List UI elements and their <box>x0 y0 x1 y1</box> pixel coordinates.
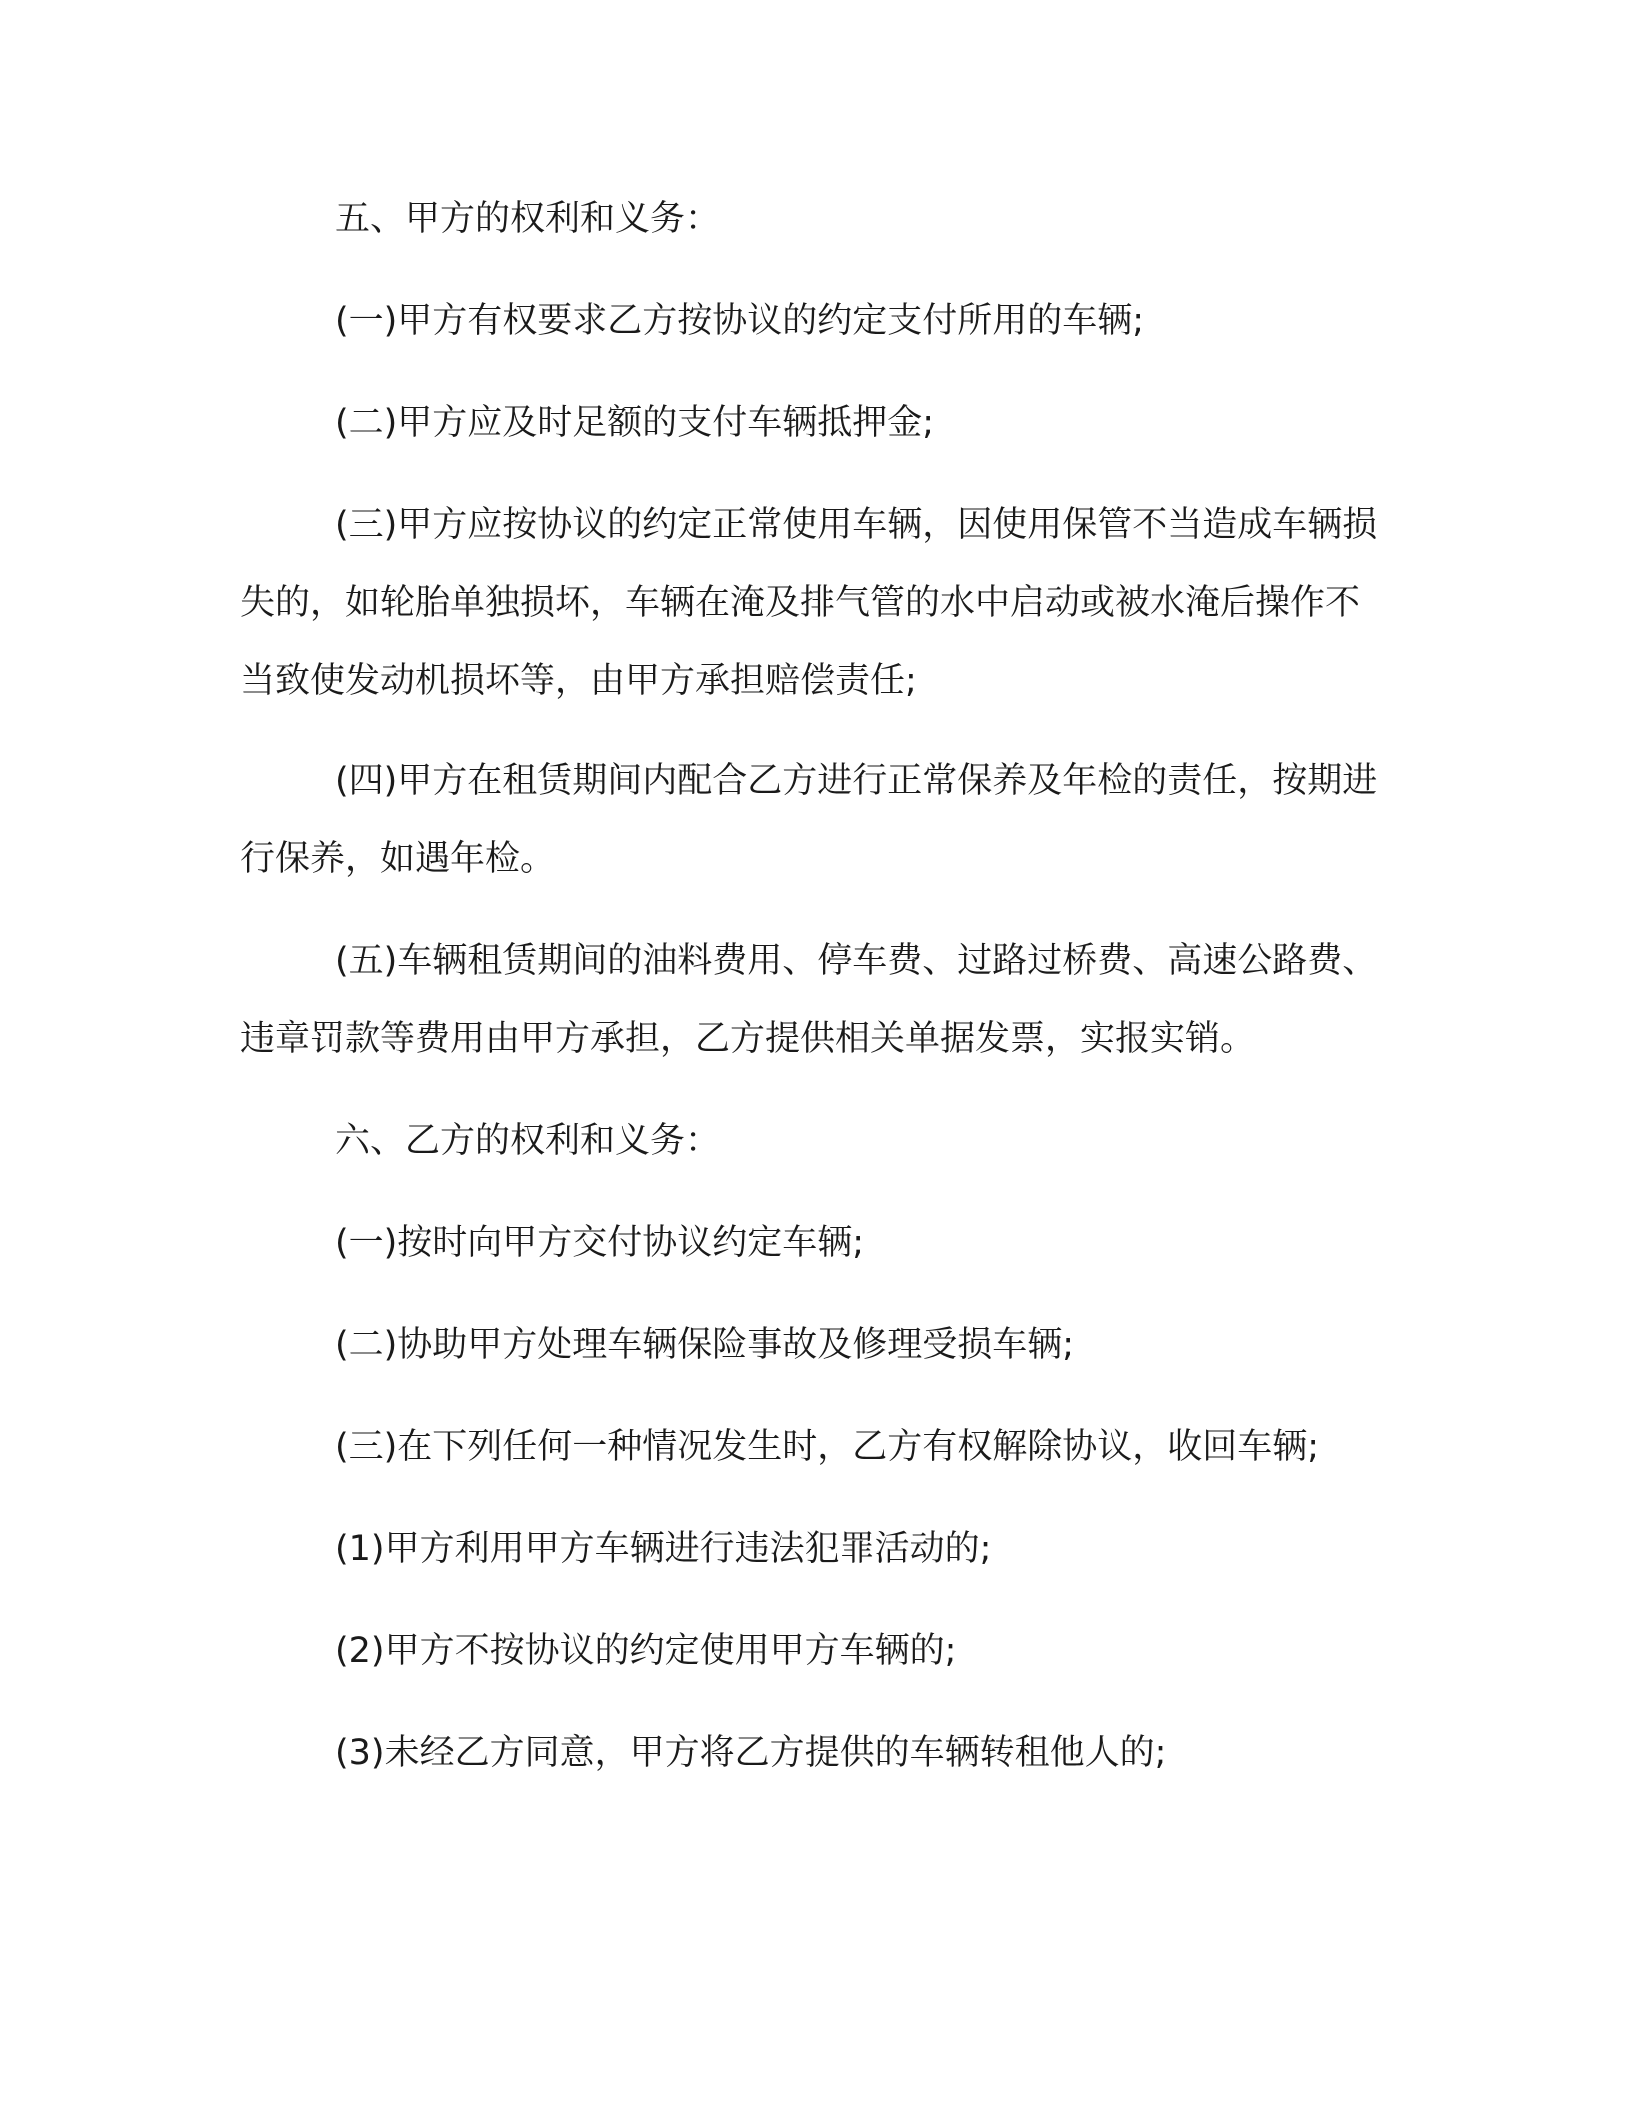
clause-five-2: (二)甲方应及时足额的支付车辆抵押金; <box>335 403 935 443</box>
clause-six-1: (一)按时向甲方交付协议约定车辆; <box>335 1223 865 1263</box>
clause-six-3: (三)在下列任何一种情况发生时，乙方有权解除协议，收回车辆; <box>335 1427 1320 1467</box>
clause-five-1: (一)甲方有权要求乙方按协议的约定支付所用的车辆; <box>335 301 1145 341</box>
clause-six-3-2: (2)甲方不按协议的约定使用甲方车辆的; <box>335 1631 957 1671</box>
section-heading-five: 五、甲方的权利和义务： <box>335 199 721 239</box>
clause-five-4: (四)甲方在租赁期间内配合乙方进行正常保养及年检的责任，按期进行保养，如遇年检。 <box>240 761 1378 879</box>
clause-six-3-3: (3)未经乙方同意，甲方将乙方提供的车辆转租他人的; <box>335 1733 1167 1773</box>
clause-six-2: (二)协助甲方处理车辆保险事故及修理受损车辆; <box>335 1325 1075 1365</box>
clause-five-5: (五)车辆租赁期间的油料费用、停车费、过路过桥费、高速公路费、违章罚款等费用由甲方承担，乙方提供相关单据发票，实报实销。 <box>240 941 1378 1059</box>
clause-five-3: (三)甲方应按协议的约定正常使用车辆，因使用保管不当造成车辆损失的，如轮胎单独损坏，车辆在淹及排气管的水中启动或被水淹后操作不当致使发动机损坏等，由甲方承担赔偿责任; <box>240 505 1378 701</box>
clause-six-3-1: (1)甲方利用甲方车辆进行违法犯罪活动的; <box>335 1529 992 1569</box>
section-heading-six: 六、乙方的权利和义务： <box>335 1121 721 1161</box>
